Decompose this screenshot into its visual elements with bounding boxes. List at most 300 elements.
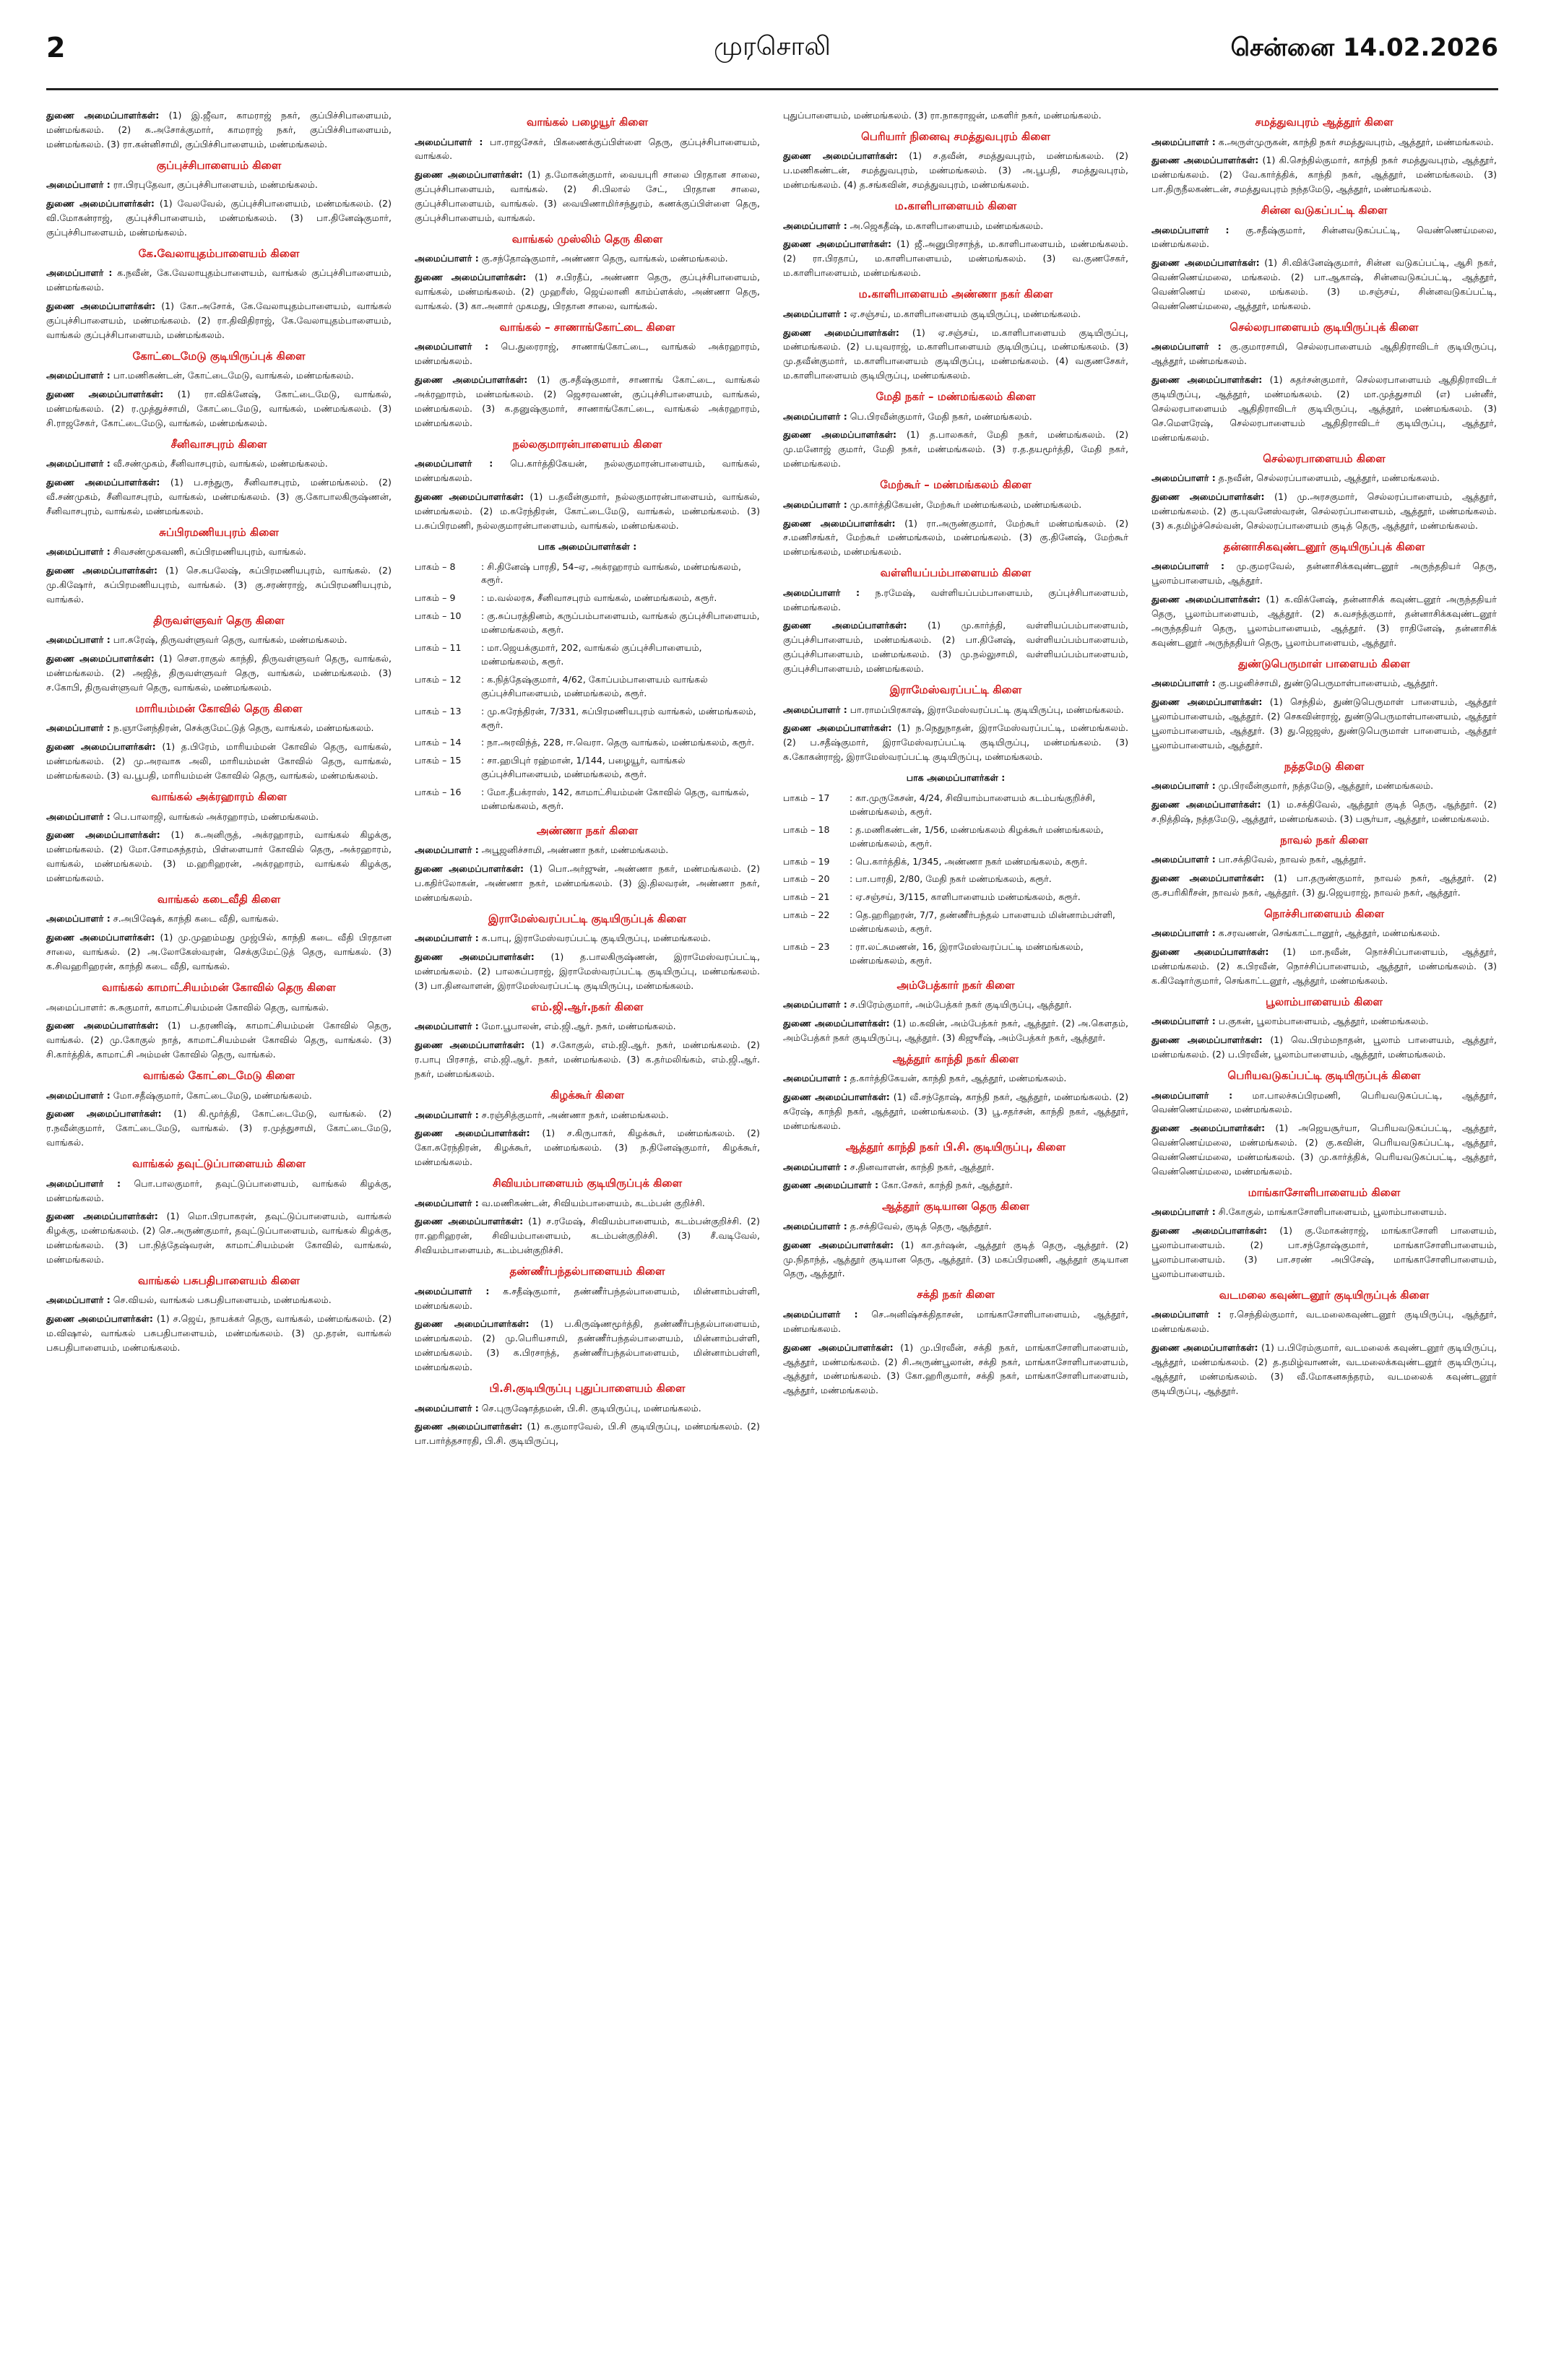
- branch-block: [46, 1274, 392, 1355]
- role-label: அமைப்பாளர் :: [783, 1161, 847, 1172]
- booth-organiser: : தெ.ஹரிஹரன், 7/7, தண்ணீர்பந்தல் பாளையம் மின்னாம்பள்ளி, மண்மங்கலம், கரூர்.: [850, 909, 1115, 935]
- branch-heading: வாங்கல் பசுபதிபாளையம் கிளை: [138, 1273, 300, 1287]
- officer-entry: [1151, 926, 1497, 940]
- officer-entry: [46, 475, 392, 519]
- officer-entry: [1151, 373, 1497, 444]
- officer-names: (1) ச.ரமேஷ், சிவியம்பாளையம், கடம்பன்குறிச்சி. (2) ரா.ஹரிஹரன், சிவியம்பாளையம், கடம்பன்குறிச்சி. (3) சீ.வடிவேல், சிவியம்பாளையம், கடம்பன்குறிச்சி.: [415, 1216, 760, 1256]
- role-label: அமைப்பாளர் :: [783, 704, 847, 715]
- officer-names: (1) கு.சதீஷ்குமார், சாணாங் கோட்டை, வாங்கல் அக்ரஹாரம், மண்மங்கலம். (2) ஜெசரவணன், குப்புச்சிபாளையம், வாங்கல், மண்மங்கலம். (3) க.தனுஷ்குமார், சாணாங்கோட்டை, வாங்கல் அக்ரஹாரம், மண்மங்கலம்.: [415, 374, 760, 428]
- officer-names: (1) இ.ஜீவா, காமராஜ் நகர், குப்பிச்சிபாளையம், மண்மங்கலம். (2) சு.அசோக்குமார், காமராஜ் நகர், குப்பிச்சிபாளையம், மண்மங்கலம். (3) ரா.கன்னிசாமி, குப்பிச்சிபாளையம், மண்மங்கலம்.: [46, 110, 392, 150]
- role-label: துணை அமைப்பாளர்கள்:: [1151, 1034, 1263, 1046]
- branch-heading: வாங்கல் – சாணாங்கோட்டை கிளை: [499, 320, 675, 334]
- branch-heading: மேதி நகர் – மண்மங்கலம் கிளை: [876, 390, 1036, 404]
- officer-entry: [415, 490, 760, 533]
- officer-entry: [783, 1307, 1128, 1336]
- branch-heading: மாங்காசோளிபாளையம் கிளை: [1248, 1185, 1401, 1199]
- role-label: அமைப்பாளர் :: [1151, 1206, 1216, 1218]
- officer-entry: [1151, 1224, 1497, 1281]
- officer-entry: [783, 307, 1128, 321]
- officer-entry: [46, 652, 392, 695]
- officer-entry: [415, 1419, 760, 1448]
- officer-names: ந.ரமேஷ், வள்ளியப்பம்பாளையம், குப்புச்சிபாளையம், மண்மங்கலம்.: [783, 587, 1128, 613]
- booth-number: பாகம் – 9: [415, 592, 456, 604]
- role-label: அமைப்பாளர் :: [1151, 678, 1216, 689]
- role-label: துணை அமைப்பாளர்கள்:: [415, 374, 528, 386]
- booth-number: பாகம் – 17: [783, 792, 830, 803]
- branch-block: [46, 1069, 392, 1150]
- role-label: துணை அமைப்பாளர்கள்:: [1151, 696, 1263, 707]
- officer-entry: [415, 1401, 760, 1416]
- role-label: துணை அமைப்பாளர்கள்:: [415, 491, 524, 503]
- role-label: துணை அமைப்பாளர்கள்:: [415, 272, 527, 283]
- officer-names: (1) ப.தரணிஷ், காமாட்சியம்மன் கோவில் தெரு, வாங்கல். (2) மு.கோகுல் நாத், காமாட்சியம்மன் கோவில் தெரு, வாங்கல். (3) சி.கார்த்திக், காமாட்சி அம்மன் கோவில் தெரு, வாங்கல்.: [46, 1020, 392, 1060]
- officer-names: (1) த.பிரேம், மாரியம்மன் கோவில் தெரு, வாங்கல், மண்மங்கலம். (2) மு.அரவாசு அலி, மாரியம்மன் கோவில் தெரு, வாங்கல், மண்மங்கலம். (3) வ.பூபதி, மாரியம்மன் கோவில் தெரு, வாங்கல், மண்மங்கலம்.: [46, 741, 392, 782]
- table-row: [783, 854, 1128, 873]
- officer-names: மு.குமரவேல், தன்னாசிக்கவுண்டனூர் அருந்ததியர் தெரு, பூலாம்பாளையம், ஆத்தூர்.: [1151, 561, 1497, 587]
- role-label: அமைப்பாளர் :: [783, 308, 847, 319]
- officer-entry: [1151, 676, 1497, 691]
- table-row: [783, 890, 1128, 908]
- table-row: [415, 785, 760, 817]
- branch-heading: கிழக்கூர் கிளை: [550, 1089, 625, 1102]
- officer-names: (1) ச.கிருபாகர், கிழக்கூர், மண்மங்கலம். (2) கோ.சுரேந்திரன், கிழக்கூர், மண்மங்கலம். (3) ந.தினேஷ்குமார், கிழக்கூர், மண்மங்கலம்.: [415, 1128, 760, 1168]
- officer-entry: [46, 1177, 392, 1206]
- branch-block: [46, 614, 392, 695]
- officer-entry: [1151, 223, 1497, 252]
- officer-names: (1) சௌ.ராகுல் காந்தி, திருவள்ளுவர் தெரு, வாங்கல், மண்மங்கலம். (2) அஜித், திருவள்ளுவர் தெரு, வாங்கல், மண்மங்கலம். (3) ச.கோபி, திருவள்ளுவர் தெரு, வாங்கல், மண்மங்கலம்.: [46, 653, 392, 693]
- branch-block: [1151, 452, 1497, 533]
- branch-block: [46, 790, 392, 886]
- officer-names: (1) ப.தவீன்குமார், நல்லகுமாரன்பாளையம், வாங்கல், மண்மங்கலம். (2) ம.சுரேந்திரன், கோட்டைமேடு, வாங்கல், மண்மங்கலம். (3) ப.சுப்பிரமணி, நல்லகுமாரன்பாளையம், வாங்கல், மண்மங்கலம்.: [415, 491, 760, 531]
- branch-block: [1151, 760, 1497, 826]
- branch-block: [46, 108, 392, 152]
- officer-names: (1) த.மோகன்குமார், வையபுரி சாலை பிரதான சாலை, குப்புச்சிபாளையம், வாங்கல். (2) சி.பிலால் சேட், பிரதான சாலை, குப்புச்சிபாளையம், வாங்கல். (3) வையிணாமிர்சந்துரம், கணக்குப்பிள்ளை தெரு, குப்புச்சிபாளையம், வாங்கல்.: [415, 169, 760, 223]
- role-label: அமைப்பாளர் :: [1151, 1089, 1233, 1101]
- officer-names: (1) மு.முஹம்மது முஜ்பில், காந்தி கடை வீதி பிரதான சாலை, வாங்கல். (2) அ.லோகேஸ்வரன், செக்குமேட்டுத் தெரு, வாங்கல். (3) க.சிவஹரிஹரன், காந்தி கடை வீதி, வாங்கல்.: [46, 932, 392, 972]
- officer-entry: [1151, 945, 1497, 988]
- table-row: [415, 591, 760, 609]
- branch-heading: சக்தி நகர் கிளை: [917, 1288, 995, 1302]
- role-label: துணை அமைப்பாளர்கள்:: [415, 1216, 524, 1227]
- role-label: அமைப்பாளர் :: [46, 458, 111, 469]
- branch-block: [415, 912, 760, 993]
- booth-organiser: : கா.முருகேசன், 4/24, சிவியாம்பாளையம் கடம்பங்குறிச்சி, மண்மங்கலம், கரூர்.: [850, 792, 1096, 817]
- officer-entry: [46, 563, 392, 607]
- branch-block: [1151, 540, 1497, 650]
- table-row: [415, 753, 760, 785]
- officer-names: (1) மா.நவீன், நொச்சிப்பாளையம், ஆத்தூர், மண்மங்கலம். (2) க.பிரவீன், நொச்சிப்பாளையம், ஆத்தூர், மண்மங்கலம். (3) க.கிஷோர்குமார், செங்காட்டனூர், ஆத்தூர், மண்மங்கலம்.: [1151, 946, 1497, 987]
- branch-block: [46, 247, 392, 342]
- officer-entry: [46, 196, 392, 240]
- officer-entry: [783, 1090, 1128, 1133]
- officer-names: ச.அபிஷேக், காந்தி கடை வீதி, வாங்கல்.: [113, 913, 279, 925]
- officer-names: (1) ச.பிரதீப், அண்ணா தெரு, குப்புச்சிபாளையம், வாங்கல், மண்மங்கலம். (2) முஹரீஸ், ஜெய்லானி காம்ப்ளக்ஸ், அண்ணா தெரு, வாங்கல். (3) கா.அனார் முகமது, பிரதான சாலை, வாங்கல்.: [415, 272, 760, 312]
- officer-entry: [46, 912, 392, 926]
- role-label: துணை அமைப்பாளர்கள்:: [1151, 491, 1265, 503]
- role-label: துணை அமைப்பாளர்கள்:: [783, 429, 896, 441]
- branch-heading: வாங்கல் அக்ரஹாரம் கிளை: [151, 790, 287, 803]
- officer-entry: [1151, 871, 1497, 900]
- role-label: துணை அமைப்பாளர்கள்:: [1151, 946, 1269, 958]
- branch-block: [783, 287, 1128, 383]
- officer-entry: [415, 1317, 760, 1375]
- officer-entry: [46, 740, 392, 783]
- booth-organiser: : மோ.தீபக்ராஸ், 142, காமாட்சியம்மன் கோவில் தெரு, வாங்கல், மண்மங்கலம், கரூர்.: [481, 787, 749, 811]
- officer-entry: [415, 373, 760, 430]
- officer-names: வ.மணிகண்டன், சிவியம்பாளையம், கடம்பன் குறிச்சி.: [481, 1197, 705, 1208]
- officer-names: ப.குகன், பூலாம்பாளையம், ஆத்தூர், மண்மங்கலம்.: [1218, 1016, 1429, 1027]
- role-label: அமைப்பாளர் :: [415, 932, 479, 944]
- officer-entry: [46, 368, 392, 383]
- booth-number: பாகம் – 15: [415, 755, 462, 766]
- table-row: [415, 735, 760, 753]
- branch-block: [1151, 1186, 1497, 1281]
- officer-names: (1) ந.நெதுநாதன், இராமேஸ்வரப்பட்டி, மண்மங்கலம். (2) ப.சதீஷ்குமார், இராமேஸ்வரப்பட்டி குடியிருப்பு, மண்மங்கலம். (3) சு.கோகன்ராஜ், இராமேஸ்வரப்பட்டி குடியிருப்பு, மண்மங்கலம்.: [783, 722, 1128, 763]
- role-label: அமைப்பாளர் :: [783, 410, 847, 422]
- role-label: அமைப்பாளர் :: [415, 136, 483, 147]
- officer-entry: [1151, 592, 1497, 650]
- officer-names: (1) ச.கோகுல், எம்.ஜி.ஆர். நகர், மண்மங்கலம். (2) ர.பாபு பிரசாத், எம்.ஜி.ஆர். நகர், மண்மங்கலம். (3) க.தர்மலிங்கம், எம்.ஜி.ஆர். நகர், மண்மங்கலம்.: [415, 1039, 760, 1080]
- branch-heading: செல்லரபாளையம் கிளை: [1263, 451, 1386, 465]
- officer-names: (1) ஜீ.அனுபிரசாந்த், ம.காளிபாளையம், மண்மங்கலம். (2) ரா.பிரதாப், ம.காளிபாளையம், மண்மங்கலம். (3) வ.குணசேகர், ம.காளிபாளையம், மண்மங்கலம்.: [783, 238, 1128, 279]
- branch-block: [1151, 995, 1497, 1062]
- officer-names: அ.ஜெகதீஷ், ம.காளிபாளையம், மண்மங்கலம்.: [850, 220, 1044, 231]
- role-label: துணை அமைப்பாளர்கள்:: [46, 389, 164, 400]
- branch-heading: கோட்டைமேடு குடியிருப்புக் கிளை: [132, 349, 306, 363]
- officer-names: (1) த.பாலசுகர், மேதி நகர், மண்மங்கலம். (2) மு.மனோஜ் குமார், மேதி நகர், மண்மங்கலம். (3) ர.த.தயமூர்த்தி, மேதி நகர், மண்மங்கலம்.: [783, 429, 1128, 469]
- officer-entry: [46, 1312, 392, 1355]
- branch-block: [1151, 321, 1497, 445]
- branch-block: [415, 824, 760, 905]
- officer-entry: [415, 1019, 760, 1034]
- officer-names: ரா.பிரபுதேவா, குப்புச்சிபாளையம், மண்மங்கலம்.: [113, 179, 318, 191]
- officer-names: செ.அனிஷ்சக்திதாசன், மாங்காசோளிபாளையம், ஆத்தூர், மண்மங்கலம்.: [783, 1308, 1128, 1334]
- officer-entry: [46, 1018, 392, 1062]
- role-label: துணை அமைப்பாளர்கள்:: [1151, 374, 1263, 386]
- branch-block: [415, 540, 760, 817]
- role-label: துணை அமைப்பாளர்கள்:: [415, 169, 523, 181]
- officer-entry: [46, 1107, 392, 1150]
- role-label: துணை அமைப்பாளர்கள்:: [415, 1128, 530, 1139]
- branch-heading: வாங்கல் முஸ்லிம் தெரு கிளை: [511, 232, 663, 246]
- branch-block: [783, 130, 1128, 192]
- branch-block: [415, 1177, 760, 1258]
- table-row: [415, 641, 760, 672]
- branch-block: [783, 199, 1128, 280]
- column-1: [46, 108, 392, 2376]
- officer-names: செ.வியல், வாங்கல் பசுபதிபாளையம், மண்மங்கலம்.: [113, 1294, 332, 1306]
- booth-organiser: : ஏ.சஞ்சய், 3/115, காளிபாளையம் மண்மங்கலம், கரூர்.: [850, 891, 1081, 903]
- branch-block: [783, 108, 1128, 123]
- booth-number: பாகம் – 14: [415, 737, 462, 748]
- branch-heading: செல்லரபாளையம் குடியிருப்புக் கிளை: [1229, 320, 1419, 334]
- column-3: [783, 108, 1128, 2376]
- role-label: துணை அமைப்பாளர்கள்:: [783, 722, 892, 734]
- role-label: அமைப்பாளர் :: [415, 1285, 490, 1297]
- article-columns: [46, 108, 1498, 2376]
- role-label: துணை அமைப்பாளர்கள்:: [46, 565, 158, 576]
- officer-entry: [783, 1238, 1128, 1281]
- role-label: அமைப்பாளர் :: [415, 458, 493, 469]
- officer-names: (1) பொ.அர்ஜுன், அண்ணா நகர், மண்மங்கலம். (2) ப.கதிர்லோகன், அண்ணா நகர், மண்மங்கலம். (3) இ.திலவரன், அண்ணா நகர், மண்மங்கலம்.: [415, 863, 760, 904]
- officer-entry: [46, 387, 392, 430]
- role-label: அமைப்பாளர் :: [1151, 341, 1222, 352]
- branch-block: [1151, 116, 1497, 196]
- role-label: அமைப்பாளர் :: [46, 267, 113, 279]
- officer-names: (1) வீ.சந்தோஷ், காந்தி நகர், ஆத்தூர், மண்மங்கலம். (2) சுரேஷ், காந்தி நகர், ஆத்தூர், மண்மங்கலம். (3) பூ.சதர்சன், காந்தி நகர், ஆத்தூர், மண்மங்கலம்.: [783, 1091, 1128, 1132]
- table-row: [415, 672, 760, 704]
- role-label: துணை அமைப்பாளர்கள்:: [46, 653, 155, 665]
- branch-block: [46, 702, 392, 783]
- branch-heading: வள்ளியப்பம்பாளையம் கிளை: [880, 566, 1032, 580]
- role-label: துணை அமைப்பாளர்கள்:: [783, 150, 898, 162]
- branch-heading: ஆத்தூர் குடியான தெரு கிளை: [882, 1200, 1029, 1213]
- booth-organiser: : பெ.கார்த்திக், 1/345, அண்ணா நகர் மண்மங்கலம், கரூர்.: [850, 855, 1088, 867]
- booth-number: பாகம் – 11: [415, 642, 462, 654]
- officer-entry: [46, 810, 392, 824]
- role-label: துணை அமைப்பாளர்கள்:: [415, 1318, 530, 1330]
- role-label: துணை அமைப்பாளர்கள்:: [46, 1108, 162, 1120]
- role-label: அமைப்பாளர் :: [46, 634, 111, 646]
- branch-heading: ம.காளிபாளையம் அண்ணா நகர் கிளை: [858, 287, 1053, 301]
- branch-heading: குப்புச்சிபாளையம் கிளை: [156, 158, 282, 172]
- branch-block: [415, 233, 760, 313]
- branch-heading: திருவள்ளுவர் தெரு கிளை: [153, 613, 285, 627]
- officer-names: (1) கா.தர்ஷன், ஆத்தூர் குடித் தெரு, ஆத்தூர். (2) மு.நிதாந்த், ஆத்தூர் குடியான தெரு, ஆத்தூர். (3) மகப்பிரமணி, ஆத்தூர் குடியான தெரு, ஆத்தூர்.: [783, 1239, 1128, 1279]
- branch-block: [415, 1000, 760, 1081]
- booth-organiser-table: [783, 791, 1128, 972]
- officer-entry: [1151, 1205, 1497, 1219]
- branch-block: [415, 1089, 760, 1169]
- role-label: துணை அமைப்பாளர்கள்:: [783, 1239, 894, 1250]
- officer-entry: [415, 1108, 760, 1122]
- officer-entry: [415, 1214, 760, 1258]
- table-row: [783, 908, 1128, 940]
- booth-number: பாகம் – 18: [783, 823, 830, 835]
- branch-heading: அண்ணா நகர் கிளை: [536, 823, 639, 837]
- role-label: அமைப்பாளர் :: [46, 810, 111, 822]
- officer-entry: [1151, 779, 1497, 793]
- branch-block: [783, 478, 1128, 559]
- branch-block: [1151, 834, 1497, 900]
- branch-block: [783, 1200, 1128, 1281]
- role-label: அமைப்பாளர் :: [783, 1073, 847, 1084]
- branch-block: [1151, 1069, 1497, 1179]
- booth-number: பாகம் – 20: [783, 873, 830, 885]
- officer-names: க.பாபு, இராமேஸ்வரப்பட்டி குடியிருப்பு, மண்மங்கலம்.: [481, 932, 711, 944]
- role-label: அமைப்பாளர் :: [46, 913, 111, 925]
- booth-organiser: : நா.அரவிந்த், 228, ஈ.வெரா. தெரு வாங்கல், மண்மங்கலம், கரூர்.: [481, 737, 755, 748]
- dateline: சென்னை 14.02.2026: [1230, 33, 1498, 62]
- officer-names: சி.கோகுல், மாங்காசோளிபாளையம், பூலாம்பாளையம்.: [1218, 1206, 1447, 1218]
- officer-entry: [783, 998, 1128, 1012]
- branch-heading: இராமேஸ்வரப்பட்டி கிளை: [889, 683, 1022, 697]
- booth-table-title: பாக அமைப்பாளர்கள் :: [906, 772, 1006, 784]
- officer-names: (1) ப.பிரேம்குமார், வடமலைக் கவுண்டனூர் குடியிருப்பு, ஆத்தூர், மண்மங்கலம். (2) த.தமிழ்வாணன், வடமலைக்கவுண்டனூர் குடியிருப்பு, ஆத்தூர், மண்மங்கலம். (3) வீ.மோகனசுந்தரம், வடமலைக் கவுண்டனூர் குடியிருப்பு, ஆத்தூர்.: [1151, 1342, 1497, 1396]
- officer-entry: [1151, 797, 1497, 826]
- officer-names: கு.சதீஷ்குமார், சின்னவடுகப்பட்டி, வெண்ணெய்மலை, மண்மங்கலம்.: [1151, 224, 1497, 250]
- role-label: துணை அமைப்பாளர்கள்:: [46, 1211, 158, 1222]
- role-label: துணை அமைப்பாளர்கள்:: [1151, 593, 1261, 605]
- branch-block: [46, 350, 392, 430]
- officer-entry: [415, 1196, 760, 1211]
- officer-entry: [415, 862, 760, 905]
- officer-names: கு.குமாரசாமி, செல்லரபாளையம் ஆதிதிராவிடர் குடியிருப்பு, ஆத்தூர், மண்மங்கலம்.: [1151, 341, 1497, 367]
- officer-entry: [46, 633, 392, 647]
- branch-block: [1151, 204, 1497, 313]
- officer-entry: [783, 1178, 1128, 1193]
- officer-entry: [783, 428, 1128, 471]
- role-label: அமைப்பாளர் :: [1151, 136, 1216, 147]
- branch-heading: தன்னாசிகவுண்டனூர் குடியிருப்புக் கிளை: [1223, 540, 1425, 553]
- booth-organiser: : ம.வல்லரசு, சீனிவாசபுரம் வாங்கல், மண்மங்கலம், கரூர்.: [481, 592, 717, 604]
- role-label: அமைப்பாளர் :: [783, 498, 847, 510]
- officer-names: ந.ஞானேந்திரன், செக்குமேட்டுத் தெரு, வாங்கல், மண்மங்கலம்.: [113, 722, 374, 734]
- role-label: துணை அமைப்பாளர்கள்:: [1151, 1225, 1268, 1237]
- officer-names: (1) மொ.பிரபாகரன், தவுட்டுப்பாளையம், வாங்கல் கிழக்கு, மண்மங்கலம். (2) செ.அருண்குமார், தவுட்டுப்பாளையம், வாங்கல் கிழக்கு, மண்மங்கலம். (3) பா.நித்தேஷ்வரன், காமாட்சியம்மன் கோவில், வாங்கல், மண்மங்கலம்.: [46, 1211, 392, 1265]
- branch-heading: நொச்சிபாளையம் கிளை: [1263, 906, 1385, 920]
- officer-entry: [46, 1209, 392, 1267]
- officer-entry: [783, 149, 1128, 192]
- officer-names: த.கார்த்திகேயன், காந்தி நகர், ஆத்தூர், மண்மங்கலம்.: [850, 1073, 1067, 1084]
- officer-entry: [415, 456, 760, 485]
- branch-heading: வாங்கல் கடைவீதி கிளை: [157, 892, 281, 906]
- branch-block: [1151, 1289, 1497, 1398]
- role-label: அமைப்பாளர் :: [415, 1021, 479, 1032]
- role-label: துணை அமைப்பாளர்கள்:: [1151, 155, 1259, 166]
- officer-entry: [1151, 471, 1497, 485]
- officer-names: அபூஜனிச்சாமி, அண்ணா நகர், மண்மங்கலம்.: [481, 844, 669, 856]
- officer-entry: [1151, 695, 1497, 753]
- officer-names: மோ.பூபாலன், எம்.ஜி.ஆர். நகர், மண்மங்கலம்.: [481, 1021, 676, 1032]
- officer-entry: [783, 586, 1128, 615]
- role-label: துணை அமைப்பாளர் :: [783, 1180, 878, 1191]
- branch-heading: சுப்பிரமணியபுரம் கிளை: [159, 525, 279, 539]
- branch-heading: இராமேஸ்வரப்பட்டி குடியிருப்புக் கிளை: [488, 912, 687, 925]
- booth-organiser: : க.நித்தேஷ்குமார், 4/62, கோப்பம்பாளையம் வாங்கல் குப்புச்சிபாளையம், மண்மங்கலம், கரூர்.: [481, 673, 708, 698]
- branch-block: [46, 526, 392, 607]
- officer-names: மு.கார்த்திகேயன், மேற்கூர் மண்மங்கலம், மண்மங்கலம்.: [850, 498, 1082, 510]
- officer-names: (1) த.பாலகிருஷ்ணன், இராமேஸ்வரப்பட்டி, மண்மங்கலம். (2) பாலசுப்பராஜ், இராமேஸ்வரப்பட்டி குடியிருப்பு, மண்மங்கலம். (3) பா.தினவாளன், இராமேஸ்வரப்பட்டி குடியிருப்பு, மண்மங்கலம்.: [415, 951, 760, 992]
- booth-number: பாகம் – 16: [415, 787, 462, 798]
- officer-names: பெ.துரைராஜ், சாணாங்கோட்டை, வாங்கல் அக்ரஹாரம், மண்மங்கலம்.: [415, 341, 760, 367]
- role-label: அமைப்பாளர் :: [415, 1197, 479, 1208]
- booth-organiser: : ரா.லட்சுமணன், 16, இராமேஸ்வரப்பட்டி மண்மங்கலம், மண்மங்கலம், கரூர்.: [850, 941, 1084, 966]
- role-label: அமைப்பாளர் :: [46, 370, 111, 381]
- officer-names: கு.சந்தோஷ்குமார், அண்ணா தெரு, வாங்கல், மண்மங்கலம்.: [481, 253, 728, 264]
- officer-names: க.சரவணன், செங்காட்டானூர், ஆத்தூர், மண்மங்கலம்.: [1218, 927, 1440, 939]
- officer-names: பெ.பிரவீன்குமார், மேதி நகர், மண்மங்கலம்.: [850, 410, 1032, 422]
- booth-organiser: : மு.சுரேந்திரன், 7/331, சுப்பிரமணியபுரம் வாங்கல், மண்மங்கலம், கரூர்.: [481, 705, 756, 730]
- officer-names: (1) பா.தருண்குமார், நாவல் நகர், ஆத்தூர். (2) கு.சபரிகிரீசன், நாவல் நகர், ஆத்தூர். (3) து.ஜெயராஜ், நாவல் நகர், ஆத்தூர்.: [1151, 873, 1497, 898]
- officer-entry: [783, 1341, 1128, 1398]
- officer-names: கோ.சேகர், காந்தி நகர், ஆத்தூர்.: [881, 1180, 1013, 1191]
- officer-names: மோ.சதீஷ்குமார், கோட்டைமேடு, மண்மங்கலம்.: [113, 1089, 312, 1101]
- branch-heading: நல்லகுமாரன்பாளையம் கிளை: [512, 437, 662, 451]
- officer-entry: [46, 930, 392, 974]
- branch-block: [783, 771, 1128, 972]
- officer-entry: [46, 1089, 392, 1103]
- table-row: [783, 872, 1128, 890]
- table-row: [415, 704, 760, 736]
- role-label: அமைப்பாளர் :: [46, 1089, 111, 1101]
- branch-block: [46, 981, 392, 1062]
- role-label: அமைப்பாளர் :: [415, 844, 479, 856]
- role-label: அமைப்பாளர் :: [46, 179, 111, 191]
- officer-entry: [1151, 135, 1497, 150]
- role-label: துணை அமைப்பாளர்கள்:: [783, 326, 899, 338]
- officer-entry: [46, 456, 392, 471]
- column-2: [415, 108, 760, 2376]
- officer-names: (1) ரா.அருண்குமார், மேற்கூர் மண்மங்கலம். (2) ச.மணிசங்கர், மேற்கூர் மண்மங்கலம், மண்மங்கலம். (3) கு.தினேஷ், மேற்கூர் மண்மங்கலம், மண்மங்கலம்.: [783, 517, 1128, 558]
- booth-number: பாகம் – 23: [783, 941, 830, 953]
- role-label: துணை அமைப்பாளர்கள்:: [783, 1341, 894, 1353]
- officer-names: மா.பாலச்சுப்பிரமணி, பெரியவடுகப்பட்டி, ஆத்தூர், வெண்ணெய்மலை, மண்மங்கலம்.: [1151, 1089, 1497, 1115]
- table-row: [783, 940, 1128, 972]
- role-label: அமைப்பாளர் :: [1151, 854, 1216, 865]
- branch-heading: மேற்கூர் – மண்மங்கலம் கிளை: [880, 478, 1032, 492]
- officer-names: (1) அஜெயசூர்யா, பெரியவடுகப்பட்டி, ஆத்தூர், வெண்ணெய்மலை, மண்மங்கலம். (2) கு.கவின், பெரியவடுகப்பட்டி, ஆத்தூர், வெண்ணெய்மலை, மண்மங்கலம். (3) மு.கார்த்திக், பெரியவடுகப்பட்டி, ஆத்தூர், வெண்ணெய்மலை, மண்மங்கலம்.: [1151, 1122, 1497, 1177]
- branch-heading: பெரியவடுகப்பட்டி குடியிருப்புக் கிளை: [1227, 1069, 1421, 1083]
- role-label: அமைப்பாளர் :: [783, 1220, 847, 1232]
- officer-names: ஏ.சஞ்சய், ம.காளிபாளையம் குடியிருப்பு, மண்மங்கலம்.: [850, 308, 1081, 319]
- role-label: துணை அமைப்பாளர்கள்:: [415, 951, 535, 963]
- officer-names: (1) ச.தவீன், சமத்துவபுரம், மண்மங்கலம். (2) ப.மணிகண்டன், சமத்துவபுரம், மண்மங்கலம். (3) அ.பூபதி, சமத்துவபுரம், மண்மங்கலம். (4) த.சங்கவின், சமத்துவபுரம், மண்மங்கலம்.: [783, 150, 1128, 191]
- officer-names: மு.பிரவீன்குமார், நத்தமேடு, ஆத்தூர், மண்மங்கலம்.: [1218, 780, 1434, 791]
- branch-heading: வடமலை கவுண்டனூர் குடியிருப்புக் கிளை: [1219, 1288, 1430, 1302]
- branch-heading: சமத்துவபுரம் ஆத்தூர் கிளை: [1255, 116, 1393, 129]
- officer-entry: [415, 339, 760, 368]
- officer-entry: [46, 545, 392, 559]
- booth-number: பாகம் – 21: [783, 891, 830, 903]
- role-label: அமைப்பாளர் :: [1151, 561, 1225, 572]
- booth-organiser-table: [415, 560, 760, 817]
- role-label: அமைப்பாளர் :: [783, 587, 860, 598]
- branch-block: [783, 1052, 1128, 1133]
- branch-block: [415, 1265, 760, 1375]
- officer-names: (1) சு.அனிருத், அக்ரஹாரம், வாங்கல் கிழக்கு, மண்மங்கலம். (2) மோ.சோமசுந்தரம், பிள்ளையார் கோவில் தெரு, அக்ரஹாரம், வாங்கல், மண்மங்கலம். (3) ம.ஹரிஹரன், அக்ரஹாரம், வாங்கல் கிழக்கு, மண்மங்கலம்.: [46, 829, 392, 884]
- branch-block: [783, 390, 1128, 471]
- role-label: அமைப்பாளர் :: [46, 546, 111, 558]
- officer-names: (1) ஏ.சஞ்சய், ம.காளிபாளையம் குடியிருப்பு, மண்மங்கலம். (2) ப.யுவராஜ், ம.காளிபாளையம் குடியிருப்பு, மண்மங்கலம். (3) மு.தவீன்குமார், ம.காளிபாளையம் குடியிருப்பு, மண்மங்கலம். (4) வகுணசேகர், ம.காளிபாளையம் குடியிருப்பு, மண்மங்கலம்.: [783, 326, 1128, 381]
- officer-names: (1) சி.விக்னேஷ்குமார், சின்ன வடுகப்பட்டி, ஆசி நகர், வெண்ணெய்மலை, மங்கலம். (2) பா.ஆகாஷ், சின்னவடுகப்பட்டி, ஆத்தூர், வெண்ணெய் மலை, மங்கலம். (3) ம.சஞ்சய், சின்னவடுகப்பட்டி, வெண்ணெய்மலை, ஆத்தூர், மங்கலம்.: [1151, 257, 1497, 312]
- officer-names: (1) மு.அரசகுமார், செல்லரப்பாளையம், ஆத்தூர், மண்மங்கலம். (2) கு.புவனேஸ்வரன், செல்லரப்பாளையம், ஆத்தூர், மண்மங்கலம். (3) சு.தமிழ்ச்செல்வன், செல்லரப்பாளையம் குடித் தெரு, ஆத்தூர், மண்மங்கலம்.: [1151, 491, 1497, 531]
- officer-names: (1) மு.கார்த்தி, வள்ளியப்பம்பாளையம், குப்புச்சிபாளையம், மண்மங்கலம். (2) பா.தினேஷ், வள்ளியப்பம்பாளையம், குப்புச்சிபாளையம், மண்மங்கலம். (3) மு.நல்லுசாமி, வள்ளியப்பம்பாளையம், குப்புச்சிபாளையம், மண்மங்கலம்.: [783, 620, 1128, 675]
- officer-names: ச.தினவாளன், காந்தி நகர், ஆத்தூர்.: [850, 1161, 995, 1172]
- role-label: துணை அமைப்பாளர்கள்:: [1151, 798, 1261, 810]
- officer-entry: [415, 931, 760, 945]
- officer-names: ச.ரஞ்சித்குமார், அண்ணா நகர், மண்மங்கலம்.: [481, 1109, 669, 1120]
- officer-names: (1) செந்தில், துண்டுபெருமாள் பாளையம், ஆத்தூர் பூலாம்பாளையம், ஆத்தூர். (2) செகவின்ராஜ், துண்டுபெருமாள்பாளையம், ஆத்தூர் பூலாம்பாளையம், ஆத்தூர். (3) து.ஜெஜஸ், துண்டுபெருமாள் பாளையம், ஆத்தூர் பூலாம்பாளையம், ஆத்தூர்.: [1151, 696, 1497, 750]
- officer-names: பா.ராமப்பிரகாஷ், இராமேஸ்வரப்பட்டி குடியிருப்பு, மண்மங்கலம்.: [850, 704, 1124, 715]
- role-label: துணை அமைப்பாளர்கள்:: [1151, 1122, 1266, 1134]
- officer-entry: [1151, 1014, 1497, 1029]
- officer-names: (1) ப.கிருஷ்ணமூர்த்தி, தண்ணீர்பந்தல்பாளையம், மண்மங்கலம். (2) மு.பெரியசாமி, தண்ணீர்பந்தல்பாளையம், மின்னாம்பள்ளி, மண்மங்கலம். (3) க.பிரசாந்த், தண்ணீர்பந்தல்பாளையம், மின்னாம்பள்ளி, மண்மங்கலம்.: [415, 1318, 760, 1373]
- role-label: அமைப்பாளர் :: [415, 341, 489, 352]
- officer-entry: [46, 266, 392, 295]
- officer-entry: [1151, 559, 1497, 588]
- table-row: [415, 560, 760, 592]
- officer-names: அமைப்பாளர்: சு.சுகுமார், காமாட்சியம்மன் கோவில் தெரு, வாங்கல்.: [46, 1001, 329, 1013]
- officer-entry: [46, 108, 392, 152]
- officer-names: (1) சுதர்சன்குமார், செல்லரபாளையம் ஆதிதிராவிடர் குடியிருப்பு, ஆத்தூர், மண்மங்கலம். (2) மா.முத்துசாமி (எ) பன்னீர், செல்லரபாளையம் ஆதிதிராவிடர் குடியிருப்பு, ஆத்தூர், மண்மங்கலம். (3) செ.மௌரேஷ், செல்லரபாளையம் ஆதிதிராவிடர் குடியிருப்பு, ஆத்தூர், மண்மங்கலம்.: [1151, 374, 1497, 443]
- officer-names: பா.சக்திவேல், நாவல் நகர், ஆத்தூர்.: [1218, 854, 1367, 865]
- role-label: துணை அமைப்பாளர்கள்:: [783, 1018, 890, 1029]
- booth-organiser: : கு.சுப்பரத்தினம், கருப்பம்பாளையம், வாங்கல் குப்புச்சிபாளையம், மண்மங்கலம், கரூர்.: [481, 610, 760, 636]
- officer-entry: [415, 251, 760, 266]
- role-label: அமைப்பாளர் :: [783, 220, 847, 231]
- booth-number: பாகம் – 19: [783, 855, 830, 867]
